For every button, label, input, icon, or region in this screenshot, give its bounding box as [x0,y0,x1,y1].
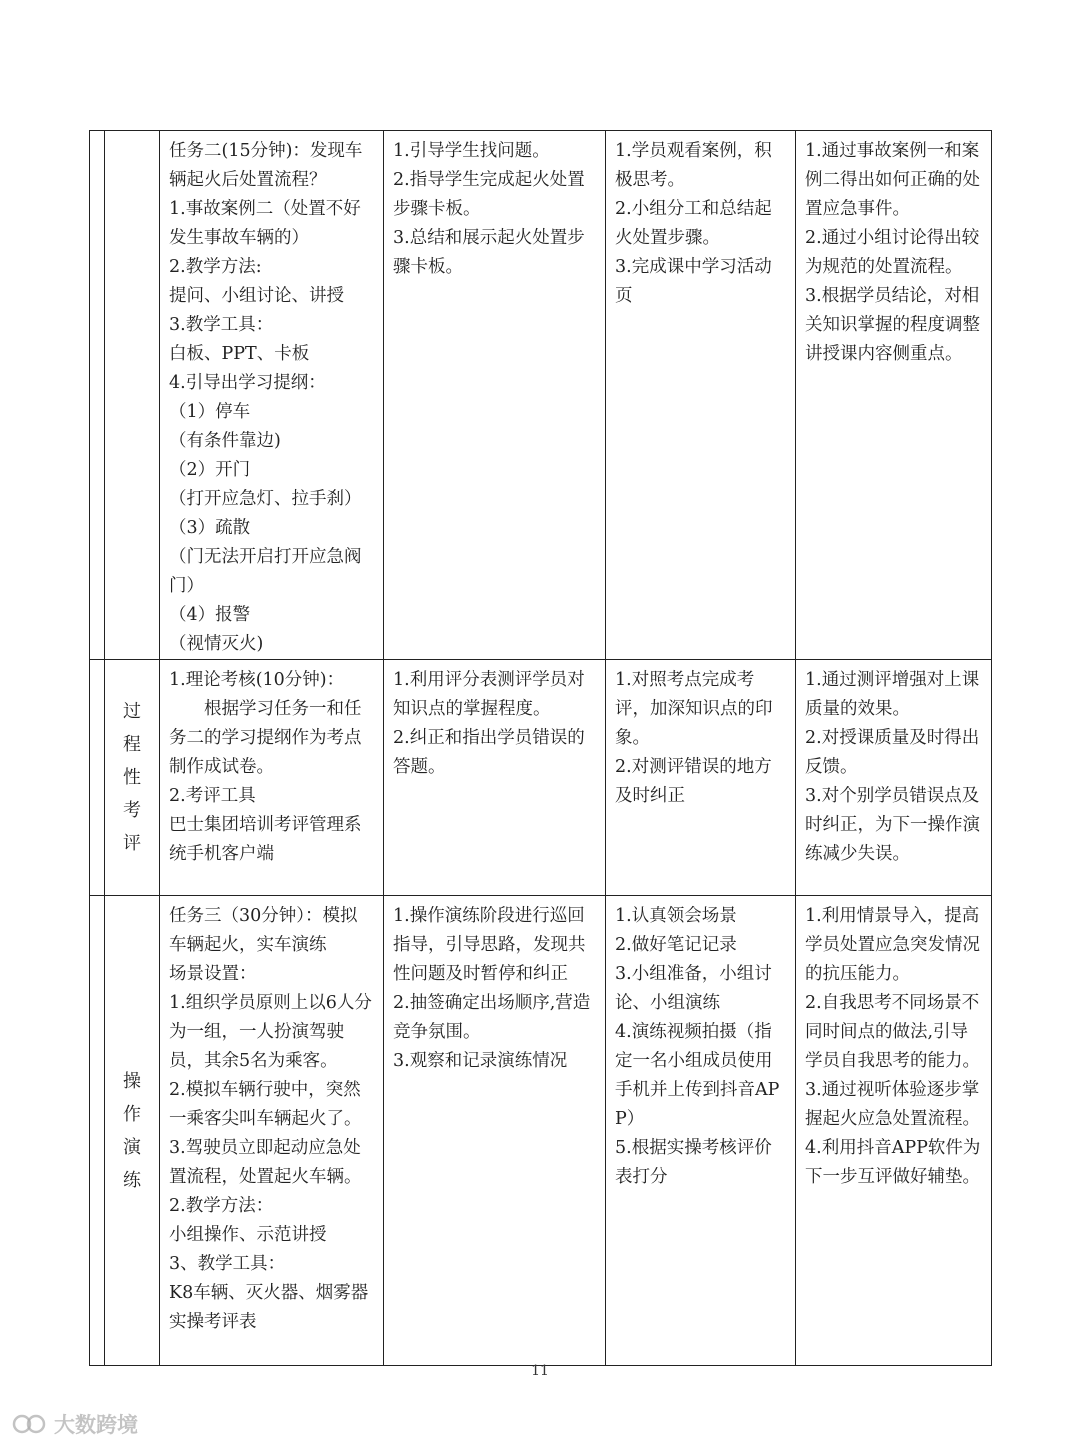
cell-line: 根据学习任务一和任务二的学习提纲作为考点制作成试卷。 [169,699,362,777]
stage-label: 过程性考评 [122,701,141,854]
cell-line: （3）疏散 [169,518,251,538]
teaching-content-cell [160,896,384,1366]
watermark-logo-icon [12,1411,46,1437]
cell-line: 1.组织学员原则上以6人分为一组，一人扮演驾驶员，其余5名为乘客。 [169,993,372,1071]
cell-line: 1.通过测评增强对上课质量的效果。 [805,670,980,719]
cell-line: 4.利用抖音APP软件为下一步互评做好辅垫。 [805,1138,981,1187]
cell-line: 3.完成课中学习活动页 [615,257,772,306]
left-margin-cell [90,896,105,1366]
cell-line: 3.总结和展示起火处置步骤卡板。 [393,228,585,277]
watermark-text: 大数跨境 [54,1413,138,1437]
cell-line: 2.模拟车辆行驶中，突然一乘客尖叫车辆起火了。 [169,1080,362,1129]
cell-line: 白板、PPT、卡板 [169,344,310,364]
cell-line: 1.通过事故案例一和案例二得出如何正确的处置应急事件。 [805,141,980,219]
lesson-plan-table [89,130,992,1366]
cell-line: 提问、小组讨论、讲授 [169,286,344,306]
cell-line: 2.对授课质量及时得出反馈。 [805,728,980,777]
teaching-content-cell [160,660,384,896]
design-intent-cell [796,660,992,896]
cell-line: 实操考评表 [169,1312,257,1332]
cell-line: （4）报警 [169,605,251,625]
cell-line: 3.教学工具： [169,315,274,335]
cell-line: 4.引导出学习提纲： [169,373,326,393]
design-intent-cell [796,131,992,660]
cell-line: 2.纠正和指出学员错误的答题。 [393,728,585,777]
cell-line: K8车辆、灭火器、烟雾器 [169,1283,369,1303]
cell-line: 2.小组分工和总结起火处置步骤。 [615,199,772,248]
cell-line: 巴士集团培训考评管理系统手机客户端 [169,815,362,864]
cell-line: （1）停车 [169,402,251,422]
cell-line: （门无法开启打开应急阀门） [169,547,362,596]
cell-line: 小组操作、示范讲授 [169,1225,327,1245]
cell-line: 1.利用评分表测评学员对知识点的掌握程度。 [393,670,585,719]
page-number: 11 [531,1363,549,1379]
cell-line: 2.教学方法: [169,257,262,277]
cell-line: 1.理论考核(10分钟)： [169,670,345,690]
cell-line: 1.操作演练阶段进行巡回指导，引导思路，发现共性问题及时暂停和纠正 [393,906,586,984]
table-row [90,896,992,1366]
student-activity-cell [606,131,796,660]
cell-line: （打开应急灯、拉手刹） [169,489,362,509]
teaching-content-cell [160,131,384,660]
cell-line: 2.通过小组讨论得出较为规范的处置流程。 [805,228,980,277]
stage-cell [105,896,160,1366]
cell-line: 3.驾驶员立即起动应急处置流程，处置起火车辆。 [169,1138,362,1187]
cell-line: 1.学员观看案例，积极思考。 [615,141,772,190]
cell-line: 3、教学工具： [169,1254,286,1274]
cell-line: （视情灭火) [169,634,264,654]
cell-line: 1.引导学生找问题。 [393,141,550,161]
stage-label: 操作演练 [122,1070,141,1191]
cell-line: 场景设置： [169,964,257,984]
cell-line: 3.观察和记录演练情况 [393,1051,568,1071]
teacher-activity-cell [384,660,606,896]
cell-line: 任务二(15分钟)：发现车辆起火后处置流程？ [169,141,363,190]
cell-line: 任务三（30分钟）：模拟车辆起火，实车演练 [169,906,358,955]
design-intent-cell [796,896,992,1366]
table-row [90,131,992,660]
cell-line: 1.对照考点完成考评，加深知识点的印象。 [615,670,773,748]
cell-line: 2.抽签确定出场顺序,营造竞争氛围。 [393,993,591,1042]
cell-line: 1.事故案例二（处置不好发生事故车辆的） [169,199,361,248]
cell-line: 2.考评工具 [169,786,256,806]
student-activity-cell [606,896,796,1366]
cell-line: 2.对测评错误的地方及时纠正 [615,757,772,806]
cell-line: 4.演练视频拍摄（指定一名小组成员使用手机并上传到抖音APP） [615,1022,780,1129]
cell-line: 5.根据实操考核评价表打分 [615,1138,772,1187]
stage-cell [105,131,160,660]
cell-line: （有条件靠边) [169,431,281,451]
cell-line: 3.通过视听体验逐步掌握起火应急处置流程。 [805,1080,980,1129]
stage-cell [105,660,160,896]
teacher-activity-cell [384,896,606,1366]
cell-line: 3.根据学员结论，对相关知识掌握的程度调整讲授课内容侧重点。 [805,286,980,364]
cell-line: 2.做好笔记记录 [615,935,737,955]
table-row [90,660,992,896]
left-margin-cell [90,660,105,896]
teacher-activity-cell [384,131,606,660]
cell-line: 3.对个别学员错误点及时纠正，为下一操作演练减少失误。 [805,786,980,864]
cell-line: （2）开门 [169,460,251,480]
cell-line: 1.认真领会场景 [615,906,737,926]
cell-line: 2.教学方法： [169,1196,274,1216]
cell-line: 2.自我思考不同场景不同时间点的做法,引导学员自我思考的能力。 [805,993,980,1071]
watermark [12,1409,138,1439]
cell-line: 3.小组准备，小组讨论、小组演练 [615,964,772,1013]
student-activity-cell [606,660,796,896]
left-margin-cell [90,131,105,660]
cell-line: 2.指导学生完成起火处置步骤卡板。 [393,170,585,219]
cell-line: 1.利用情景导入，提高学员处置应急突发情况的抗压能力。 [805,906,980,984]
